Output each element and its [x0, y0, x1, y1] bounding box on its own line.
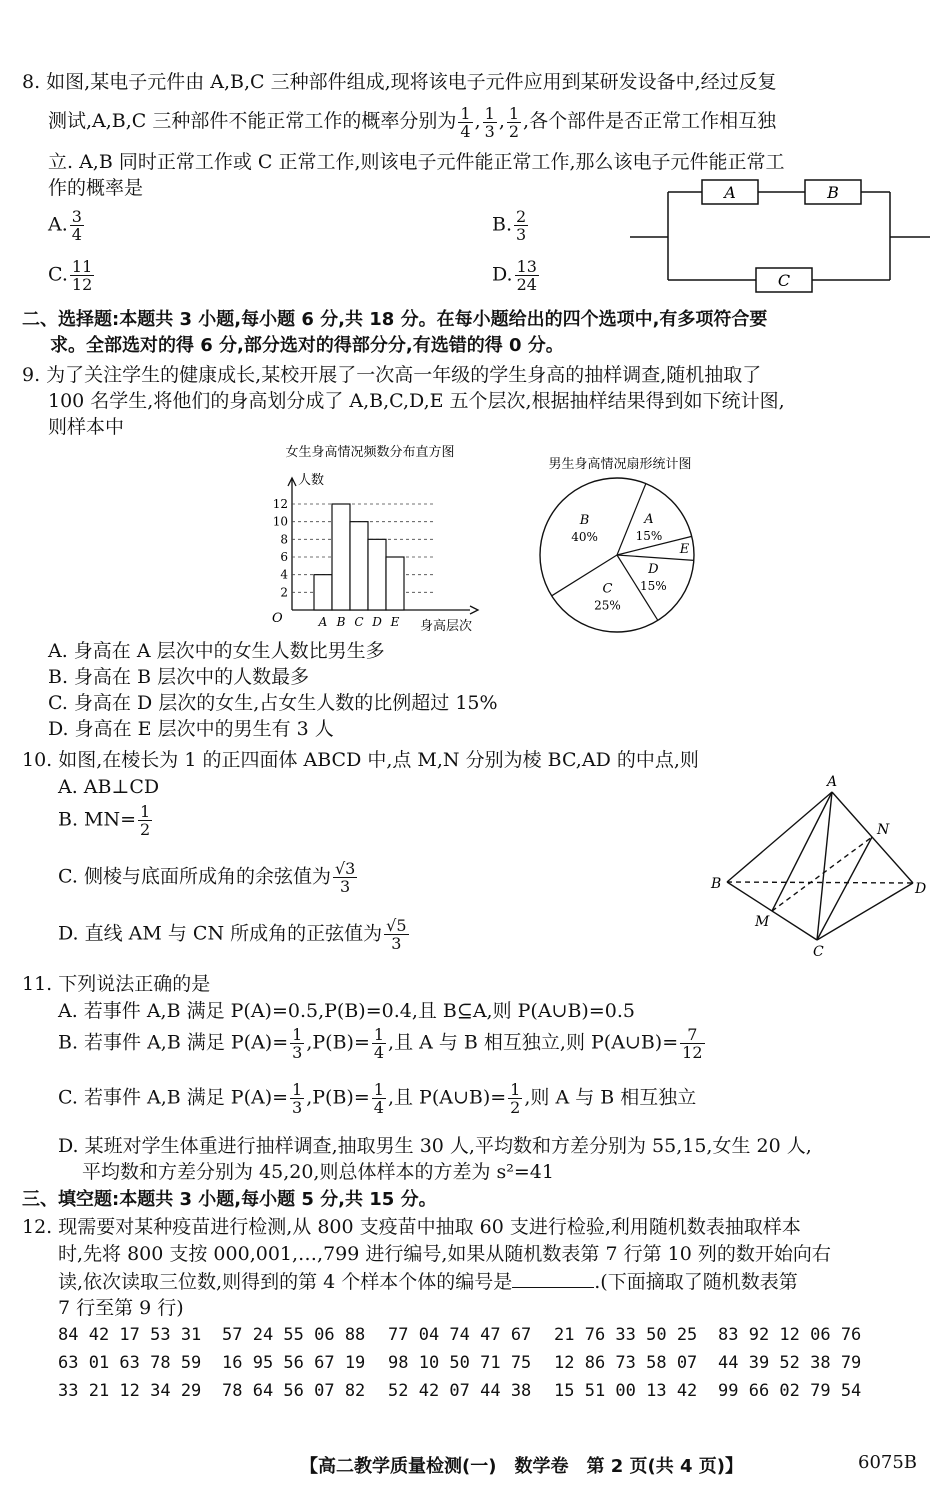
vertex-c-label: C: [813, 944, 824, 960]
q8-line2: 测试,A,B,C 三种部件不能正常工作的概率分别为 $\frac{1}{4}$ , $\frac{1}{3}$ , $\frac{1}{2}$ ,各个部件是否正常工作相互独: [48, 103, 777, 141]
q8-line1: 8. 如图,某电子元件由 A,B,C 三种部件组成,现将该电子元件应用到某研发设备中,经过反复: [22, 71, 777, 93]
q11-option-c[interactable]: C. 若事件 A,B 满足 P(A)= $\frac{1}{3}$ ,P(B)= $\frac{1}{4}$ ,且 P(A∪B)= $\frac{1}{2}$ ,则 A 与 B 相互独立: [58, 1080, 697, 1117]
footer-code: 6075B: [858, 1452, 918, 1473]
footer-title: 【高二教学质量检测(一) 数学卷 第 2 页(共 4 页)】: [300, 1456, 744, 1477]
point-m-label: M: [755, 914, 770, 930]
section2-header-line2: 求。全部选对的得 6 分,部分选对的得部分分,有选错的得 0 分。: [50, 335, 564, 356]
q9-option-a[interactable]: A. 身高在 A 层次中的女生人数比男生多: [48, 640, 385, 662]
histogram-xtick-label: E: [390, 615, 400, 629]
pie-slice-label-E: E: [679, 542, 690, 558]
q8-option-a[interactable]: A. $\frac{3}{4}$: [48, 207, 82, 244]
histogram-xlabel: 身高层次: [420, 619, 473, 634]
vertex-a-label: A: [827, 774, 838, 790]
q9-line3: 则样本中: [48, 416, 125, 438]
pie-slice-pct-D: 15%: [639, 578, 667, 593]
q12-line4: 7 行至第 9 行): [58, 1297, 184, 1319]
q8-line4: 作的概率是: [48, 177, 144, 199]
q11-option-d-line2: 平均数和方差分别为 45,20,则总体样本的方差为 s²=41: [82, 1161, 554, 1183]
q10-option-a[interactable]: A. AB⊥CD: [58, 776, 160, 798]
pie-title: 男生身高情况扇形统计图: [548, 457, 692, 472]
q12-answer-blank[interactable]: [512, 1269, 594, 1288]
q10-line1: 10. 如图,在棱长为 1 的正四面体 ABCD 中,点 M,N 分别为棱 BC,AD 的中点,则: [22, 749, 699, 771]
pie-slice-pct-B: 40%: [571, 529, 598, 544]
histogram-origin: O: [272, 611, 283, 626]
q9-line2: 100 名学生,将他们的身高划分成了 A,B,C,D,E 五个层次,根据抽样结果得到如下统计图,: [48, 390, 785, 412]
vertex-b-label: B: [711, 876, 722, 892]
section2-header-line1: 二、选择题:本题共 3 小题,每小题 6 分,共 18 分。在每小题给出的四个选项中,有多项符合要: [22, 309, 768, 330]
histogram-bar-D: [368, 539, 386, 610]
pie-slice-label-D: D: [648, 561, 659, 577]
q11-line1: 11. 下列说法正确的是: [22, 973, 211, 995]
q8-frac3: $\frac{1}{2}$: [508, 103, 520, 141]
point-n-label: N: [877, 822, 890, 838]
pie-slice-pct-C: 25%: [594, 598, 621, 613]
circuit-label-a: A: [724, 183, 736, 202]
section3-header: 三、填空题:本题共 3 小题,每小题 5 分,共 15 分。: [22, 1189, 437, 1210]
q8-option-d[interactable]: D. $\frac{13}{24}$: [492, 257, 537, 294]
q9-option-c[interactable]: C. 身高在 D 层次的女生,占女生人数的比例超过 15%: [48, 692, 498, 714]
tetrahedron-figure: [705, 770, 935, 960]
random-table-row-8: 63 01 63 78 59 16 95 56 67 19 98 10 50 71 75 12 86 73 58 07 44 39 52 38 79: [58, 1353, 862, 1373]
q11-option-a[interactable]: A. 若事件 A,B 满足 P(A)=0.5,P(B)=0.4,且 B⊆A,则 P(A∪B)=0.5: [58, 1000, 635, 1022]
histogram-xtick-label: A: [318, 615, 328, 629]
q8-option-b[interactable]: B. $\frac{2}{3}$: [492, 207, 527, 244]
q9-option-b[interactable]: B. 身高在 B 层次中的人数最多: [48, 666, 310, 688]
q11-option-b[interactable]: B. 若事件 A,B 满足 P(A)= $\frac{1}{3}$ ,P(B)= $\frac{1}{4}$ ,且 A 与 B 相互独立,则 P(A∪B)= $\frac{7}{12}$: [58, 1025, 703, 1062]
vertex-d-label: D: [915, 881, 927, 897]
histogram-title: 女生身高情况频数分布直方图: [285, 445, 455, 460]
histogram-ylabel: 人数: [298, 473, 325, 488]
histogram-xtick-label: D: [372, 615, 382, 629]
q10-option-b[interactable]: B. MN= $\frac{1}{2}$: [58, 802, 151, 839]
circuit-label-c: C: [777, 271, 791, 290]
histogram-ytick-label: 10: [272, 514, 288, 529]
histogram-xtick-label: C: [354, 615, 364, 629]
histogram-ytick-label: 2: [280, 585, 288, 600]
q12-line2: 时,先将 800 支按 000,001,…,799 进行编号,如果从随机数表第 7 行第 10 列的数开始向右: [58, 1243, 831, 1265]
random-table-row-7: 84 42 17 53 31 57 24 55 06 88 77 04 74 47 67 21 76 33 50 25 83 92 12 06 76: [58, 1325, 862, 1345]
q11-option-d-line1[interactable]: D. 某班对学生体重进行抽样调查,抽取男生 30 人,平均数和方差分别为 55,15,女生 20 人,: [58, 1135, 812, 1157]
boys-height-pie: [525, 450, 715, 635]
circuit-diagram: [630, 175, 930, 295]
q9-option-d[interactable]: D. 身高在 E 层次中的男生有 3 人: [48, 718, 334, 740]
random-table-row-9: 33 21 12 34 29 78 64 56 07 82 52 42 07 44 38 15 51 00 13 42 99 66 02 79 54: [58, 1381, 862, 1401]
q9-line1: 9. 为了关注学生的健康成长,某校开展了一次高一年级的学生身高的抽样调查,随机抽取了: [22, 364, 762, 386]
q8-option-c[interactable]: C. $\frac{11}{12}$: [48, 257, 93, 294]
q10-option-c[interactable]: C. 侧棱与底面所成角的余弦值为 $\frac{√3}{3}$: [58, 859, 356, 896]
histogram-ytick-label: 12: [272, 497, 288, 511]
pie-slice-label-C: C: [602, 581, 613, 597]
q12-line3: 读,依次读取三位数,则得到的第 4 个样本个体的编号是 .(下面摘取了随机数表第: [58, 1271, 798, 1293]
pie-slice-label-A: A: [644, 512, 654, 528]
histogram-bar-C: [350, 522, 368, 610]
histogram-xtick-label: B: [336, 615, 346, 629]
circuit-label-b: B: [827, 183, 839, 202]
q8-frac2: $\frac{1}{3}$: [484, 103, 495, 141]
histogram-ytick-label: 8: [280, 532, 288, 547]
histogram-bar-B: [332, 504, 350, 610]
girls-height-histogram: [250, 438, 490, 638]
q8-line3: 立. A,B 同时正常工作或 C 正常工作,则该电子元件能正常工作,那么该电子元件能正常工: [48, 151, 785, 173]
histogram-ytick-label: 6: [280, 550, 288, 564]
pie-slice-label-B: B: [579, 512, 590, 528]
q12-line1: 12. 现需要对某种疫苗进行检测,从 800 支疫苗中抽取 60 支进行检验,利用随机数表抽取样本: [22, 1216, 801, 1238]
q10-option-d[interactable]: D. 直线 AM 与 CN 所成角的正弦值为 $\frac{√5}{3}$: [58, 916, 407, 953]
histogram-ytick-label: 4: [280, 567, 288, 582]
histogram-bar-A: [314, 575, 332, 610]
histogram-bar-E: [386, 557, 404, 610]
q8-frac1: $\frac{1}{4}$: [460, 103, 471, 141]
histogram-x-arrow: [470, 606, 478, 614]
pie-slice-pct-A: 15%: [635, 529, 663, 544]
